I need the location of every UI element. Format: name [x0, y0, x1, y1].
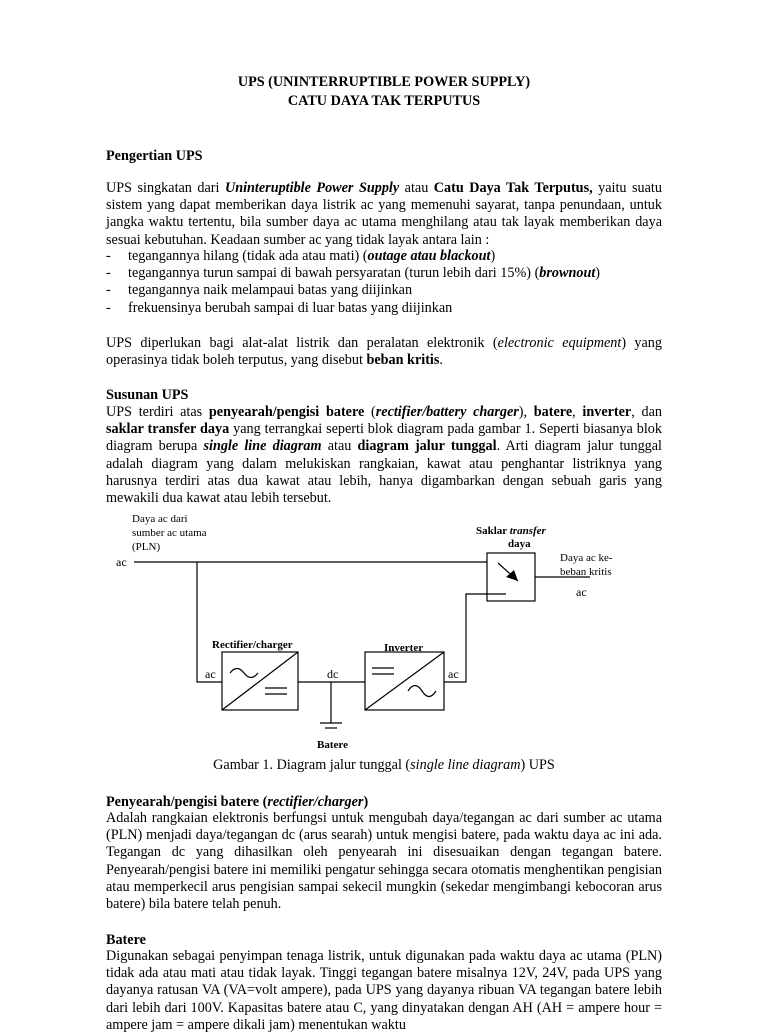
source-label: Daya ac dari [132, 513, 188, 525]
rectifier-ac-label: ac [205, 667, 216, 681]
battery-label: Batere [317, 739, 348, 751]
inverter-sine-symbol [408, 686, 436, 697]
section-heading-pengertian: Pengertian UPS [106, 148, 203, 164]
penyearah-paragraph: Adalah rangkaian elektronis berfungsi untuk mengubah daya/tegangan ac dari sumber ac utama (PLN) menjadi daya/tegangan dc (arus searah) untuk mengisi batere, pada waktu daya ac ini ada. Tegangan dc yang dihasilkan oleh penyearah ini disesuaikan dengan tegangan batere. Penyearah/pengisi batere ini memiliki pengatur sehingga secara otomatis menghentikan pengisian atau memperkecil arus pengisian sampai sekecil mungkin (sekedar mengimbangi kebocoran arus batere) bila batere telah penuh. [106, 810, 662, 913]
load-label: Daya ac ke- [560, 552, 613, 564]
batere-paragraph: Digunakan sebagai penyimpan tenaga listrik, untuk digunakan pada waktu daya ac utama (PLN) tidak ada atau mati atau tidak layak. Tinggi tegangan batere misalnya 12V, 24V, pada UPS yang dayanya ratusan VA (VA=volt ampere), pada UPS yang dayanya ribuan VA tegangan batere lebih dari lebih dari 100V. Kapasitas batere atau C, yang dinyatakan dengan AH (AH = ampere hour = ampere jam = ampere dikali jam) menentukan waktu [106, 948, 662, 1033]
svg-text:Saklar transfer [476, 525, 547, 537]
inverter-ac-label: ac [448, 667, 459, 681]
document-subtitle: CATU DAYA TAK TERPUTUS [287, 93, 481, 109]
list-item: - tegangannya turun sampai di bawah persyaratan (turun lebih dari 15%) (brownout) [106, 265, 601, 282]
switch-label: transfer [509, 525, 546, 537]
section-heading-susunan: Susunan UPS [106, 387, 189, 403]
rectifier-sine-symbol [230, 669, 258, 678]
load-label: beban kritis [560, 566, 612, 578]
inverter-diagonal [365, 652, 444, 710]
document-title: UPS (UNINTERRUPTIBLE POWER SUPPLY) [237, 74, 531, 90]
list-item: - tegangannya naik melampaui batas yang diijinkan [106, 282, 413, 299]
section-heading-batere: Batere [106, 932, 146, 948]
switch-label: Saklar [476, 525, 510, 537]
rectifier-diagonal [222, 652, 298, 710]
list-item: - frekuensinya berubah sampai di luar batas yang diijinkan [106, 299, 453, 316]
list-item: - tegangannya hilang (tidak ada atau mati) (outage atau blackout) [106, 248, 496, 264]
dc-label: dc [327, 667, 339, 681]
source-label: sumber ac utama [132, 527, 207, 539]
ac-output-label: ac [576, 585, 587, 599]
ups-block-diagram [0, 505, 768, 755]
pengertian-paragraph: UPS singkatan dari Uninteruptible Power Supply atau Catu Daya Tak Terputus, yaitu suatu sistem yang dapat memberikan daya listrik ac yang memenuhi sayarat, tanpa penundaan, untuk jangka waktu tertentu, bila sumber daya ac utama menghilang atau tak layak memberikan daya sesuai kebutuhan. Keadaan sumber ac yang tidak layak antara lain : [106, 180, 662, 248]
section-heading-penyearah: Penyearah/pengisi batere (rectifier/charger) [106, 794, 369, 810]
rectifier-label: Rectifier/charger [212, 639, 293, 651]
rectifier-input-line [197, 562, 222, 682]
susunan-paragraph: UPS terdiri atas penyearah/pengisi batere (rectifier/battery charger), batere, inverter, dan saklar transfer daya yang terrangkai seperti blok diagram pada gambar 1. Seperti biasanya blok diagram berupa single line diagram atau diagram jalur tunggal. Arti diagram jalur tunggal adalah diagram yang dalam melukiskan rangkaian, kawat atau penghantar listriknya yang harusnya terdiri atas dua kawat atau lebih, hanya digambarkan dengan sebuah garis yang mewakili dua kawat atau lebih tersebut. [106, 404, 663, 507]
beban-kritis-paragraph: UPS diperlukan bagi alat-alat listrik dan peralatan elektronik (electronic equipment) yang operasinya tidak boleh terputus, yang disebut beban kritis. [106, 335, 662, 369]
condition-list [106, 248, 662, 317]
inverter-label: Inverter [384, 642, 424, 654]
figure-caption: Gambar 1. Diagram jalur tunggal (single line diagram) UPS [213, 757, 555, 773]
ac-input-label: ac [116, 555, 127, 569]
switch-label: daya [508, 538, 531, 550]
source-label: (PLN) [132, 541, 161, 553]
